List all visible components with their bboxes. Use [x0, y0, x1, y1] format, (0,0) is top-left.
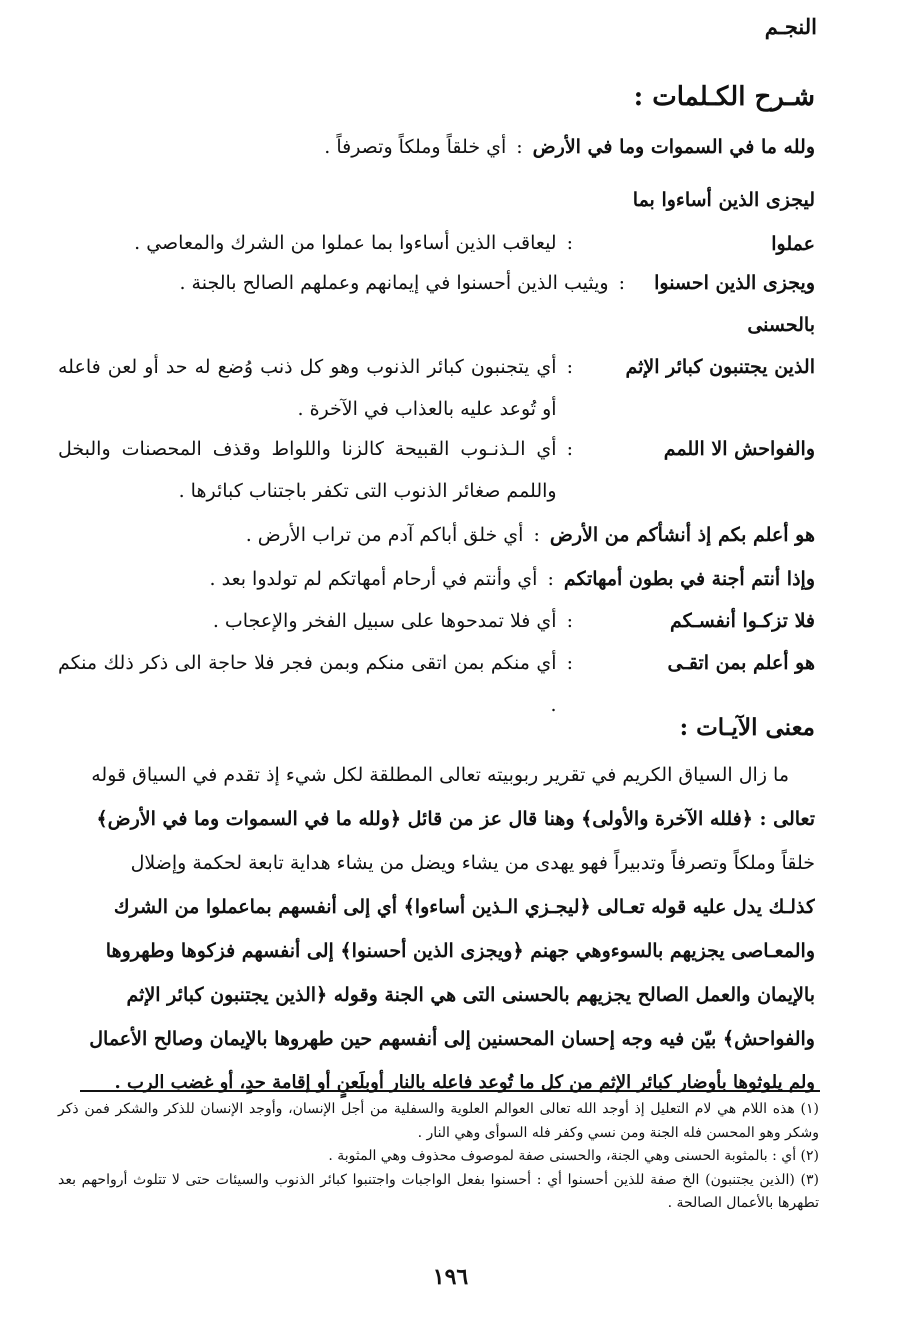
meaning-title: معنى الآيـات : [679, 714, 815, 741]
glossary-definition: أي خلق أباكم آدم من تراب الأرض . [245, 524, 524, 546]
footnote-2: (٢) أي : بالمثوبة الحسنى وهي الجنة، والحسنى صفة لموصوف محذوف وهي المثوبة . [328, 1148, 819, 1164]
footnotes [58, 1098, 819, 1216]
glossary-term: هو أعلم بكم إذ أنشأكم من الأرض [549, 524, 815, 546]
page-number: ١٩٦ [432, 1264, 469, 1290]
glossary-entry [58, 600, 815, 642]
glossary-entry [58, 428, 815, 512]
glossary-definition: ليعاقب الذين أساءوا بما عملوا من الشرك والمعاصي . [134, 232, 557, 254]
meaning-line: والفواحش﴾ بيّن فيه وجه إحسان المحسنين إلى أنفسهم حين طهروها بالإيمان وصالح الأعمال [89, 1028, 815, 1050]
glossary-definition: أي منكم بمن اتقى منكم وبمن فجر فلا حاجة الى ذكر ذلك منكم . [58, 652, 557, 716]
glossary-entry [58, 126, 815, 168]
glossary-colon: : [566, 610, 573, 632]
glossary-definition: أي وأنتم في أرحام أمهاتكم لم تولدوا بعد . [209, 568, 538, 590]
glossary-definition: ويثيب الذين أحسنوا في إيمانهم وعملهم الصالح بالجنة . [179, 272, 609, 294]
footnote-rule [80, 1090, 820, 1092]
glossary-entry [58, 178, 815, 266]
glossary-entry [58, 558, 815, 600]
glossary-entry [58, 514, 815, 556]
glossary-colon: : [547, 568, 554, 590]
glossary-definition: أي خلقاً وملكاً وتصرفاً . [324, 136, 507, 158]
glossary-colon: : [566, 652, 573, 674]
glossary-term: هو أعلم بمن اتقـى [667, 652, 815, 674]
footnote-3: (٣) (الذين يجتنبون) الخ صفة للذين أحسنوا أي : أحسنوا بفعل الواجبات واجتنبوا كبائر الذنوب والسيئات حتى لا تتلوث أرواحهم بعد تطهرها بالأعمال الصالحة . [58, 1171, 819, 1211]
glossary-term: الذين يجتنبون كبائر الإثم [625, 356, 815, 378]
glossary-colon: : [566, 356, 573, 378]
glossary-term: وإذا أنتم أجنة في بطون أمهاتكم [563, 568, 815, 590]
glossary-definition: أي فلا تمدحوها على سبيل الفخر والإعجاب . [212, 610, 557, 632]
meaning-line: بالإيمان والعمل الصالح يجزيهم بالحسنى التى هي الجنة وقوله ﴿الذين يجتنبون كبائر الإثم [126, 984, 815, 1006]
glossary-colon: : [533, 524, 540, 546]
glossary-entry [58, 262, 815, 346]
glossary-colon: : [618, 272, 625, 294]
meaning-line: تعالى : ﴿فلله الآخرة والأولى﴾ وهنا قال عز من قائل ﴿ولله ما في السموات وما في الأرض﴾ [96, 808, 815, 830]
meaning-line: ما زال السياق الكريم في تقرير ربوبيته تعالى المطلقة لكل شيء إذ تقدم في السياق قوله [91, 764, 789, 786]
glossary-term: فلا تزكـوا أنفسـكم [670, 610, 815, 632]
glossary-term: ليجزى الذين أساءوا بما عملوا [632, 189, 815, 255]
glossary-term: والفواحش الا اللمم [663, 438, 815, 460]
glossary-colon: : [516, 136, 523, 158]
glossary-entry [58, 346, 815, 430]
glossary-title: شـرح الكـلمات : [633, 82, 815, 112]
glossary-term: ويجزى الذين احسنوا بالحسنى [654, 272, 815, 336]
running-head: النجـم [764, 14, 817, 39]
glossary-definition: أي يتجنبون كبائر الذنوب وهو كل ذنب وُضع له حد أو لعن فاعله أو تُوعد عليه بالعذاب في الآخرة . [58, 356, 557, 420]
glossary-definition: أي الـذنـوب القبيحة كالزنا واللواط وقذف المحصنات والبخل واللمم صغائر الذنوب التى تكفر باجتناب كبائرها . [58, 438, 557, 502]
meaning-line: خلقاً وملكاً وتصرفاً وتدبيراً فهو يهدى من يشاء ويضل من يشاء هداية تابعة لحكمة وإضلال [130, 852, 815, 874]
meaning-line: والمعـاصى يجزيهم بالسوءوهي جهنم ﴿ويجزى الذين أحسنوا﴾ إلى أنفسهم فزكوها وطهروها [105, 940, 815, 962]
glossary-colon: : [566, 438, 573, 460]
meaning-line: كذلـك يدل عليه قوله تعـالى ﴿ليجـزي الـذين أساءوا﴾ أي إلى أنفسهم بماعملوا من الشرك [113, 896, 815, 918]
footnote-1: (١) هذه اللام هي لام التعليل إذ أوجد الله تعالى العوالم العلوية والسفلية من أجل الإنسان، وأوجد الإنسان للذكر والشكر فمن ذكر وشكر وهو المحسن فله الجنة ومن نسي وكفر فله السوأى وهي النار . [58, 1101, 819, 1141]
glossary-term: ولله ما في السموات وما في الأرض [532, 136, 815, 158]
meaning-line: ولم يلوثوها بأوضار كبائر الإثم من كل ما تُوعد فاعله بالنار أوبلَعنٍ أو إقامة حدٍ، أو غضب الرب . [114, 1072, 815, 1093]
glossary-colon: : [566, 232, 573, 254]
